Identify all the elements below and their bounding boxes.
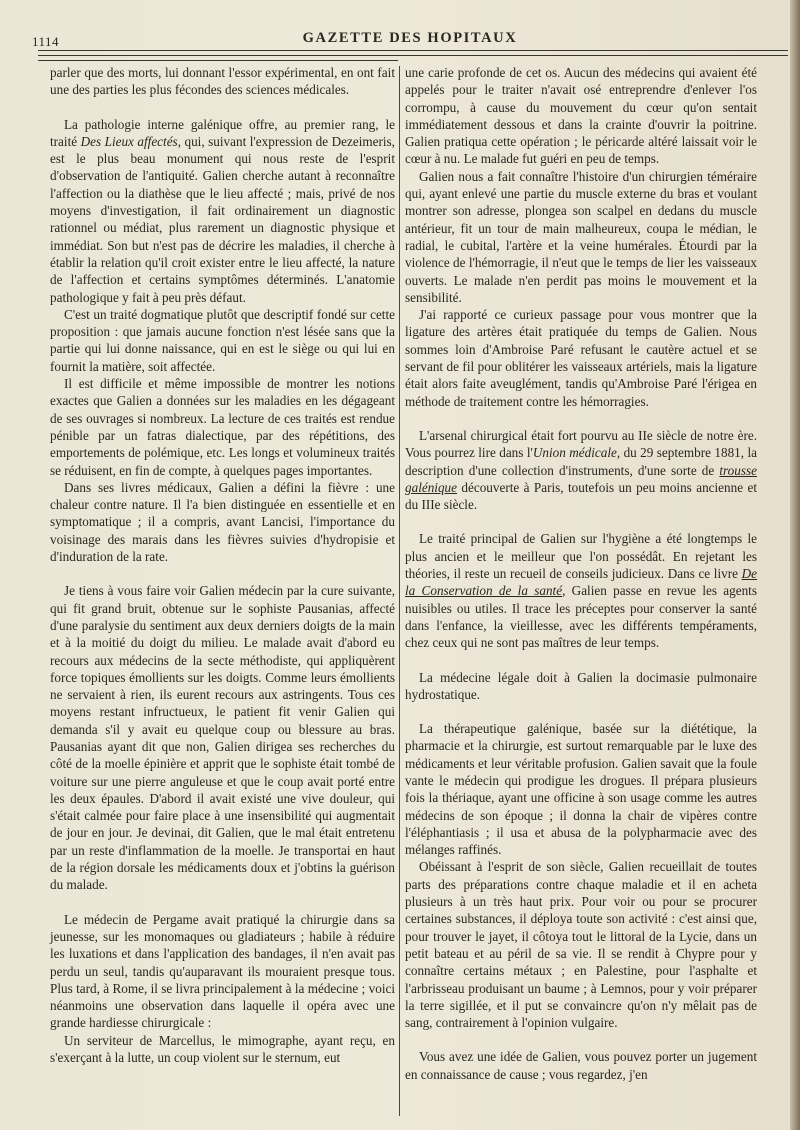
paragraph: Dans ses livres médicaux, Galien a défini la fièvre : une chaleur contre nature. Il l'a bien distinguée en essentielle et en symptomatique ; il a compris, avant Lancisi, l'importance du voisinage des marais dans les fièvres suivies d'hydropisie et d'induration de la rate. — [50, 479, 395, 565]
paragraph: Le traité principal de Galien sur l'hygiène a été longtemps le plus ancien et le meilleur que l'on possédât. En rejetant les théories, il reste un recueil de conseils judicieux. Dans ce livre De la Conservation de la santé, Galien passe en revue les agents nuisibles ou utiles. Il trace les préceptes pour conserver la santé dans l'enfance, la vieillesse, avec les différents tempéraments, chez ceux qui ne sont pas maîtres de leur temps. — [405, 531, 757, 651]
paragraph: parler que des morts, lui donnant l'essor expérimental, en ont fait une des parties les plus fécondes des sciences médicales. — [50, 65, 395, 98]
journal-title: GAZETTE DES HOPITAUX — [302, 30, 518, 46]
paragraph: une carie profonde de cet os. Aucun des médecins qui avaient été appelés pour le traiter n'avait osé entreprendre d'enlever l'os corrompu, à cause du mouvement du cœur qu'on sentait immédiatement dessous et dans la crainte d'ouvrir la poitrine. Galien pratiqua cette opération ; le péricarde altéré laissait voir le cœur à nu. Le malade fut guéri en peu de temps. — [405, 65, 757, 167]
paragraph: J'ai rapporté ce curieux passage pour vous montrer que la ligature des artères était pratiquée du temps de Galien. Nous sommes loin d'Ambroise Paré refusant le cautère actuel et se servant de fil pour oblitérer les vaisseaux artériels, mais la ligature était alors faite aveuglément, tandis qu'Ambroise Paré l'érigea en méthode de traitement contre les hémorragies. — [405, 307, 757, 409]
paragraph: Je tiens à vous faire voir Galien médecin par la cure suivante, qui fit grand bruit, obtenue sur le sophiste Pausanias, affecté d'une paralysie du sentiment aux deux derniers doigts de la main et à la moitié du doigt du milieu. Le malade avait d'abord eu recours aux médecins de la secte méthodiste, qui appliquèrent force topiques émollients sur les doigts. Comme leurs émollients ne servaient à rien, ils eurent recours aux astringents. Tous ces moyens restant infructueux, le patient fit venir Galien qui demanda s'il y avait eu quelque coup ou blessure au bras. Pausanias ayant dit que non, Galien dirigea ses recherches du côté de la moelle épinière et apprit que le sophiste était tombé de voiture sur une pierre anguleuse et que le coup avait porté entre les deux épaules. D'abord il avait existé une vive douleur, qui s'était calmée pour faire place à une insensibilité qui augmentait de jour en jour. Je devinai, dit Galien, que le mal était entretenu par un reste d'inflammation de la moelle. Je transportai en haut de la région dorsale les médicaments doux et j'obtins la guérison du malade. — [50, 583, 395, 893]
book-title: Des Lieux affectés — [80, 133, 178, 149]
page-number: 1114 — [32, 34, 60, 49]
book-title: De la Conservation de la santé — [405, 566, 757, 599]
left-column — [50, 64, 395, 1066]
paragraph: La pathologie interne galénique offre, au premier rang, le traité Des Lieux affectés, qui, suivant l'expression de Dezeimeris, est le plus beau monument qui nous reste de l'esprit d'observation de l'antiquité. Galien cherche autant à reconnaître l'affection ou la diathèse que le lieu affecté ; mais, privé de nos moyens d'investigation, il fait ordinairement un diagnostic rationnel ou médiat, plus rarement un diagnostic physique et immédiat. Son but n'est pas de décrire les maladies, il cherche à établir la relation qu'il croit exister entre le lieu affecté, la nature de l'affection et certains symptômes déterminés. L'anatomie pathologique y fait à peu près défaut. — [50, 116, 395, 305]
page-header — [30, 28, 790, 50]
paragraph: La thérapeutique galénique, basée sur la diététique, la pharmacie et la chirurgie, est surtout remarquable par le luxe des médicaments et leur véritable profusion. Galien savait que la foule vante le médecin qui prodigue les drogues. Il prépara plusieurs fois la thériaque, ayant une officine à son usage comme les autres médecins de son époque ; il donna la chair de vipères contre l'éléphantiasis ; il usa et abusa de la polypharmacie avec des mélanges raffinés. — [405, 721, 757, 858]
paragraph: C'est un traité dogmatique plutôt que descriptif fondé sur cette proposition : que jamais aucune fonction n'est lésée sans que la partie qui lui donne naissance, qui en est le siège ou qui lui en fournit la matière, soit affectée. — [50, 306, 395, 374]
paragraph: Le médecin de Pergame avait pratiqué la chirurgie dans sa jeunesse, sur les monomaques ou gladiateurs ; habile à réduire les luxations et dans l'application des bandages, il n'en avait pas perdu un seul, tandis qu'auparavant ils mouraient presque tous. Plus tard, à Rome, il se livra principalement à la médecine ; voici néanmoins une observation dans laquelle il opéra avec une grande hardiesse chirurgicale : — [50, 911, 395, 1031]
paragraph: Obéissant à l'esprit de son siècle, Galien recueillait de toutes parts des préparations contre chaque maladie et il en acheta plusieurs à un très haut prix. Pour voir ou pour se procurer certaines substances, il déploya toute son activité : c'est ainsi que, pour trouver le jayet, il côtoya tout le littoral de la Lycie, dans un petit bateau et au péril de sa vie. Il se rendit à Chypre pour y connaître certains métaux ; en Palestine, pour l'asphalte et l'arbrisseau produisant un baume ; à Lemnos, pour y voir préparer la terre sigillée, et il put se convaincre qu'on n'y mêlait pas de sang, contrairement à l'opinion vulgaire. — [405, 859, 757, 1031]
column-divider — [399, 66, 400, 1116]
header-rule — [38, 50, 788, 56]
page-edge-shadow — [790, 0, 800, 1130]
column-top-rule — [38, 60, 398, 61]
paragraph: Un serviteur de Marcellus, le mimographe, ayant reçu, en s'exerçant à la lutte, un coup violent sur le sternum, eut — [50, 1032, 395, 1066]
paragraph: Il est difficile et même impossible de montrer les notions exactes que Galien a données sur les maladies en les dégageant de ses ouvrages si nombreux. La lecture de ces traités est rendue pénible par un fatras dialectique, par des répétitions, des emportements de polémique, etc. Les longs et volumineux traités se réduisent, en fin de compte, à quelques pages importantes. — [50, 376, 395, 478]
paragraph: La médecine légale doit à Galien la docimasie pulmonaire hydrostatique. — [405, 669, 757, 702]
right-column — [405, 64, 757, 1083]
journal-reference: Union médicale — [532, 445, 617, 461]
paragraph: Vous avez une idée de Galien, vous pouvez porter un jugement en connaissance de cause ; vous regardez, j'en — [405, 1049, 757, 1082]
paragraph: L'arsenal chirurgical était fort pourvu au IIe siècle de notre ère. Vous pourrez lire dans l'Union médicale, du 29 septembre 1881, la description d'une collection d'instruments, d'une sorte de trousse galénique découverte à Paris, toutefois un peu moins ancienne et du IIIe siècle. — [405, 427, 757, 513]
instrument-reference: trousse galénique — [405, 462, 757, 495]
paragraph: Galien nous a fait connaître l'histoire d'un chirurgien téméraire qui, ayant enlevé une partie du muscle externe du bras et voulant montrer son adresse, plongea son scalpel en dedans du muscle antérieur, fit un tour de main malheureux, coupa le médian, le radial, le cubital, l'artère et la veine humérales. Étourdi par la violence de l'hémorragie, il n'eut que le temps de lier les vaisseaux ouverts. Le malade n'en perdit pas moins le mouvement et la sensibilité. — [405, 168, 757, 305]
